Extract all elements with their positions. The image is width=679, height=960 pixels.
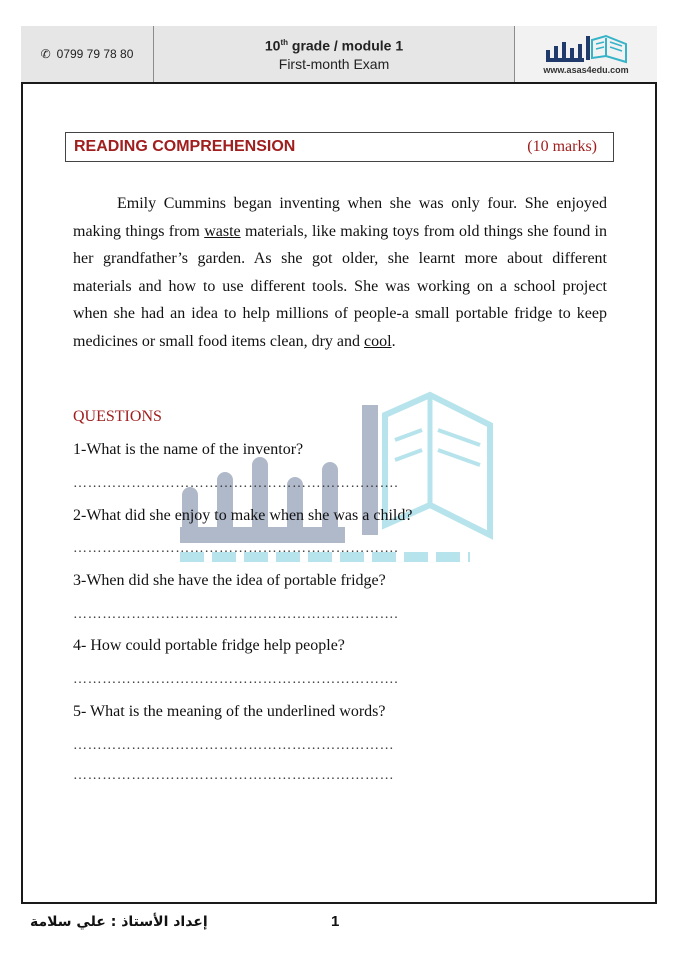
answer-line-2[interactable]: …………………………………………………………. [73, 541, 399, 556]
underlined-word-waste: waste [204, 222, 241, 240]
reading-passage [73, 190, 607, 355]
grade-title [265, 34, 403, 55]
logo-website: www.asas4edu.com [543, 64, 629, 75]
section-title: READING COMPREHENSION [74, 138, 296, 155]
passage-text-3: . [391, 332, 396, 350]
passage-text-2: materials, like making toys from old things she found in her grandfather’s garden. As she got older, she learnt more about different materials and how to use different tools. She was working on a school project when she had an idea to help millions of people-a small portable fridge to keep medicines or small food items clean, dry and [73, 222, 607, 350]
question-5: 5- What is the meaning of the underlined words? [73, 703, 386, 720]
section-header [65, 132, 614, 162]
passage-text-1: Emily Cummins began inventing when she was only four. She enjoyed making things from [73, 195, 607, 240]
grade-rest: grade / module 1 [288, 37, 404, 54]
title-cell [154, 26, 515, 82]
phone-cell [21, 26, 154, 82]
page-number: 1 [331, 913, 340, 930]
exam-name: First-month Exam [278, 56, 390, 73]
question-4: 4- How could portable fridge help people? [73, 637, 345, 654]
question-1: 1-What is the name of the inventor? [73, 441, 304, 458]
phone-number: 0799 79 78 80 [56, 47, 134, 61]
answer-line-1[interactable]: …………………………………………………………. [73, 476, 399, 491]
grade-suffix: th [280, 37, 288, 47]
question-2: 2-What did she enjoy to make when she was a child? [73, 507, 413, 524]
question-3: 3-When did she have the idea of portable fridge? [73, 572, 386, 589]
answer-line-5b[interactable]: ………………………………………………………… [73, 768, 395, 783]
exam-header [21, 26, 657, 84]
answer-line-3[interactable]: …………………………………………………………. [73, 607, 399, 622]
grade-number: 10 [264, 37, 281, 54]
answer-line-5a[interactable]: ………………………………………………………… [73, 738, 395, 753]
phone-icon: ✆ [40, 47, 51, 61]
section-marks: (10 marks) [527, 138, 597, 155]
logo-cell [515, 26, 657, 82]
answer-line-4[interactable]: …………………………………………………………. [73, 672, 399, 687]
asas-logo-icon [540, 34, 632, 64]
author-credit: إعداد الأستاذ : علي سلامة [30, 914, 208, 930]
underlined-word-cool: cool [364, 332, 392, 350]
questions-heading: QUESTIONS [73, 408, 162, 425]
